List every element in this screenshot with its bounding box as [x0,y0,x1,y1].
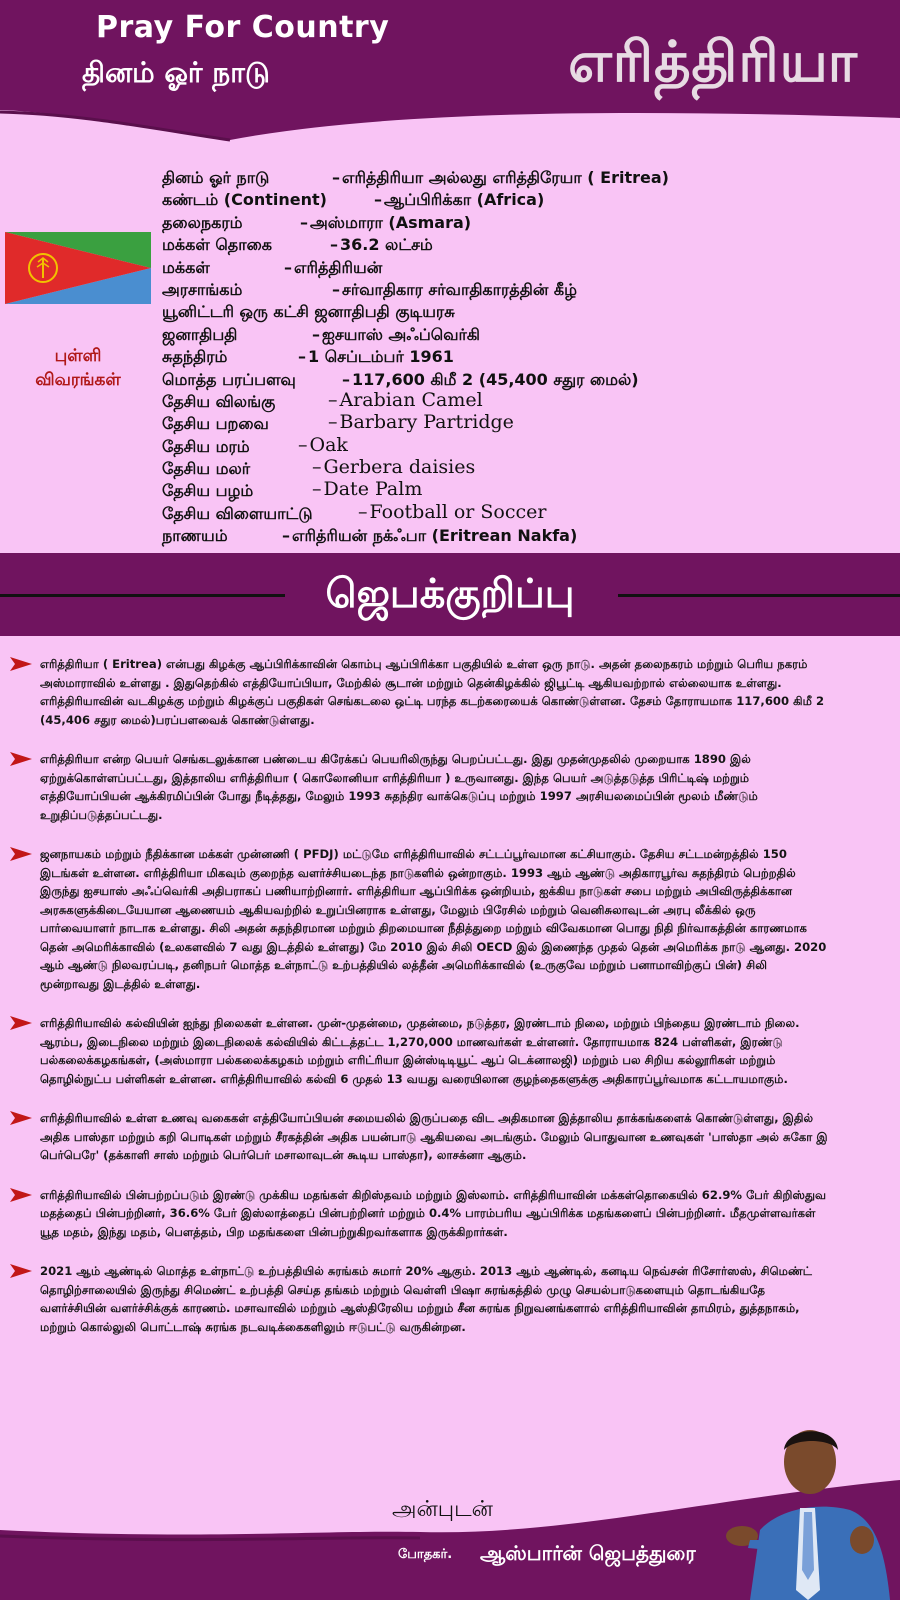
fact-value: – எரித்திரியன் [284,257,383,277]
fact-value: – ஐசயாஸ் அஃப்வெர்கி [312,324,481,344]
fact-row-continent [162,190,882,212]
prayer-point [10,1014,830,1088]
arrow-bullet-icon [10,1264,32,1278]
arrow-bullet-icon [10,1111,32,1125]
fact-key: தேசிய விலங்கு [162,391,276,411]
brand-title-english: Pray For Country [96,10,390,45]
fact-value: – 36.2 லட்சம் [330,235,433,255]
facts-list [162,168,882,549]
fact-key: தேசிய மலர் [162,459,251,479]
arrow-bullet-icon [10,1016,32,1030]
closing-word: அன்புடன் [392,1497,493,1522]
fact-row-population [162,235,882,257]
fact-key: தினம் ஓர் நாடு [162,168,270,187]
fact-key: தலைநகரம் [162,212,243,232]
prayer-point-text: எரித்திரியாவில் கல்வியின் ஐந்து நிலைகள் உள்ளன. முன்-முதன்மை, முதன்மை, நடுத்தர, இரண்டாம் நிலை, மற்றும் பிந்தைய இரண்டாம் நிலை. ஆரம்ப, இடைநிலை மற்றும் இடைநிலைக் கல்வியில் கிட்டத்தட்ட 1,270,000 மாணவர்கள் உள்ளனர். தோராயமாக 824 பள்ளிகள், இரண்டு பல்கலைக்கழகங்கள், (அஸ்மாரா பல்கலைக்கழகம் மற்றும் எரிட்ரியா இன்ஸ்டிடியூட் ஆப் டெக்னாலஜி) மற்றும் பல சிறிய கல்லூரிகள் மற்றும் தொழில்நுட்ப பள்ளிகள் உள்ளன. எரித்திரியாவில் கல்வி 6 முதல் 13 வயது வரையிலான குழந்தைகளுக்கு அதிகாரப்பூர்வமாக கட்டாயமாகும். [40,1016,800,1086]
fact-row-people [162,258,882,280]
fact-value: – ஆப்பிரிக்கா (Africa) [374,190,545,210]
arrow-bullet-icon [10,752,32,766]
prayer-point [10,655,830,729]
fact-row-national-bird [162,411,882,436]
prayer-point-text: எரித்திரியாவில் பின்பற்றப்படும் இரண்டு முக்கிய மதங்கள் கிறிஸ்தவம் மற்றும் இஸ்லாம். எரித்திரியாவின் மக்கள்தொகையில் 62.9% பேர் கிறிஸ்துவ மதத்தைப் பின்பற்றினர், 36.6% பேர் இஸ்லாத்தைப் பின்பற்றினர் மற்றும் 0.4% பாரம்பரிய ஆப்பிரிக்க மதங்களைப் பின்பற்றினர். மீதமுள்ளவர்கள் யூத மதம், இந்து மதம், பௌத்தம், பிற மதங்களை பின்பற்றுகிறவர்களாக இருக்கிறார்கள். [40,1187,827,1239]
facts-label-line-1: புள்ளி [54,346,102,366]
fact-key: சுதந்திரம் [162,347,228,367]
fact-row-currency [162,526,882,548]
fact-row-national-flower [162,456,882,481]
prayer-point-text: 2021 ஆம் ஆண்டில் மொத்த உள்நாட்டு உற்பத்தியில் சுரங்கம் சுமார் 20% ஆகும். 2013 ஆம் ஆண்டில், கனடிய நெவ்சன் ரிசோர்ஸஸ், சிமெண்ட் தொழிற்சாலையில் இருந்து சிமெண்ட் உற்பத்தி செய்த தங்கம் மற்றும் வெள்ளி பிஷா சுரங்கத்தில் முழு செயல்பாடுகளையும் தொடங்கியதே வளர்ச்சியின் வளர்ச்சிக்குக் காரணம். மசாவாவில் மற்றும் ஆஸ்திரேலிய மற்றும் சீன சுரங்க நிறுவனங்களால் எரித்திரியாவின் தாமிரம், துத்தநாகம், மற்றும் கொல்லுலி பொட்டாஷ் சுரங்க நடவடிக்கைகளிலும் ஈடுபட்டு வருகின்றன. [40,1264,812,1334]
prayer-point [10,1109,830,1165]
prayer-points-title: ஜெபக்குறிப்பு [325,571,575,617]
fact-value: – Date Palm [312,478,423,501]
fact-row-capital [162,213,882,235]
fact-value: – 1 செப்டம்பர் 1961 [298,347,454,367]
prayer-points-list [10,655,830,1357]
fact-key: மக்கள் தொகை [162,235,272,255]
fact-key: கண்டம் (Continent) [162,190,327,210]
fact-key: அரசாங்கம் [162,279,243,299]
facts-label-line-2: விவரங்கள் [35,370,121,390]
fact-value: – சர்வாதிகார சர்வாதிகாரத்தின் கீழ் [332,279,578,299]
fact-value: – Oak [298,433,348,456]
fact-row-government [162,280,882,302]
signer-role: போதகர். [398,1547,453,1562]
fact-key: மொத்த பரப்பளவு [162,369,296,389]
fact-row-area [162,370,882,392]
fact-key: தேசிய பழம் [162,481,254,501]
header-banner [0,0,900,150]
eritrea-flag-icon [5,232,151,304]
fact-value: – Arabian Camel [328,388,483,411]
fact-value: – எரித்ரியன் நக்ஃபா (Eritrean Nakfa) [282,526,578,546]
fact-key: தேசிய மரம் [162,436,250,456]
fact-row-independence [162,347,882,369]
fact-key: மக்கள் [162,257,210,277]
prayer-point-text: எரித்திரியா என்ற பெயர் செங்கடலுக்கான பண்டைய கிரேக்கப் பெயரிலிருந்து பெறப்பட்டது. இது முதன்முதலில் முறையாக 1890 இல் ஏற்றுக்கொள்ளப்பட்டது, இத்தாலிய எரித்திரியா ( கொலோனியா எரித்திரியா ) உருவானது. இந்த பெயர் அடுத்தடுத்த பிரிட்டிஷ் மற்றும் எத்தியோப்பியன் ஆக்கிரமிப்பின் போது நீடித்தது, மேலும் 1993 சுதந்திர வாக்கெடுப்பு மற்றும் 1997 அரசியலமைப்பின் மூலம் மீண்டும் உறுதிப்படுத்தப்பட்டது. [40,752,758,822]
prayer-points-banner [0,553,900,636]
prayer-point-text: எரித்திரியா ( Eritrea) என்பது கிழக்கு ஆப்பிரிக்காவின் கொம்பு ஆப்பிரிக்கா பகுதியில் உள்ள ஒரு நாடு. அதன் தலைநகரம் மற்றும் பெரிய நகரம் அஸ்மாராவில் உள்ளது . இதுதெற்கில் எத்தியோப்பியா, மேற்கில் சூடான் மற்றும் தென்கிழக்கில் ஜிபூட்டி ஆகியவற்றால் எல்லையாக உள்ளது. எரித்திரியாவின் வடகிழக்கு மற்றும் கிழக்குப் பகுதிகள் செங்கடலை ஒட்டி பரந்த கடற்கரையைக் கொண்டுள்ளன. தேசம் தோராயமாக 117,600 கிமீ 2 (45,406 சதுர மைல்)பரப்பளவைக் கொண்டுள்ளது. [40,657,825,727]
arrow-bullet-icon [10,657,32,671]
fact-value: – Barbary Partridge [328,411,514,434]
fact-key: நாணயம் [162,526,228,546]
fact-row-national-tree [162,433,882,459]
fact-row-president [162,325,882,347]
fact-key: தேசிய விளையாட்டு [162,503,313,523]
prayer-point [10,750,830,824]
prayer-point-text: ஜனநாயகம் மற்றும் நீதிக்கான மக்கள் முன்னணி ( PFDJ) மட்டுமே எரித்திரியாவில் சட்டப்பூர்வமான கட்சியாகும். தேசிய சட்டமன்றத்தில் 150 இடங்கள் உள்ளன. எரித்திரியா மிகவும் குறைந்த வளர்ச்சியடைந்த நாடுகளில் ஒன்றாகும். 1993 ஆம் ஆண்டு அதிகாரபூர்வ சுதந்திரம் பெற்றதில் இருந்து ஐசயாஸ் அஃப்வெர்கி அதிபராகப் பணியாற்றினார். எரித்திரியா ஆப்பிரிக்க ஒன்றியம், ஐக்கிய நாடுகள் சபை மற்றும் அபிவிருத்திக்கான அரசுகளுக்கிடையேயான ஆணையம் ஆகியவற்றில் உறுப்பினராக உள்ளது, மேலும் பிரேசில் மற்றும் வெனிசுலாவுடன் அரபு லீக்கில் ஒரு பார்வையாளர் நாடாக உள்ளது. சிலி அதன் சுதந்திரமான மற்றும் திறமையான நீதித்துறை மற்றும் விவேகமான பொது நிதி நிர்வாகத்தின் காரணமாக தென் அமெரிக்காவில் (உலகளவில் 7 வது இடத்தில் உள்ளது) மே 2010 இல் சிலி OECD இல் இணைந்த முதல் தென் அமெரிக்க நாடு ஆனது. 2020 ஆம் ஆண்டு நிலவரப்படி, தனிநபர் மொத்த உள்நாட்டு உற்பத்தியில் லத்தீன் அமெரிக்காவில் (உருகுவே மற்றும் பனாமாவிற்குப் பின்) சிலி மூன்றாவது இடத்தில் உள்ளது. [40,847,827,991]
facts-section-label [8,344,148,392]
fact-row-country [162,168,882,190]
fact-value: – Football or Soccer [358,500,547,523]
fact-row-national-animal [162,388,882,414]
fact-value: – Gerbera daisies [312,456,476,479]
signer-name: ஆஸ்பார்ன் ஜெபத்துரை [480,1541,696,1565]
arrow-bullet-icon [10,1188,32,1202]
fact-value: – அஸ்மாரா (Asmara) [300,212,472,232]
fact-row-national-sport [162,500,882,526]
fact-key: யூனிட்டரி ஒரு கட்சி ஜனாதிபதி குடியரசு [162,302,455,322]
fact-key: தேசிய பறவை [162,414,269,434]
country-title: எரித்திரியா [568,30,858,95]
prayer-point [10,1186,830,1242]
brand-title-tamil: தினம் ஓர் நாடு [82,56,270,89]
prayer-point-text: எரித்திரியாவில் உள்ள உணவு வகைகள் எத்தியோப்பியன் சமையலில் இருப்பதை விட அதிகமான இத்தாலிய தாக்கங்களைக் கொண்டுள்ளது, இதில் அதிக பாஸ்தா மற்றும் கறி பொடிகள் மற்றும் சீரகத்தின் அதிக பயன்பாடு ஆகியவை அடங்கும். மேலும் பொதுவான உணவுகள் 'பாஸ்தா அல் சுகோ இ பெர்பெரே' (தக்காளி சாஸ் மற்றும் பெர்பெர் மசாலாவுடன் கூடிய பாஸ்தா), லாசக்னா ஆகும். [40,1111,828,1162]
fact-row-government-cont [162,302,882,324]
arrow-bullet-icon [10,847,32,861]
fact-value: – எரித்திரியா அல்லது எரித்திரேயா ( Eritrea) [332,168,669,187]
fact-key: ஜனாதிபதி [162,324,238,344]
preacher-photo [690,1390,900,1600]
prayer-point [10,1262,830,1336]
prayer-point [10,845,830,993]
fact-value: – 117,600 கிமீ 2 (45,400 சதுர மைல்) [342,369,639,389]
